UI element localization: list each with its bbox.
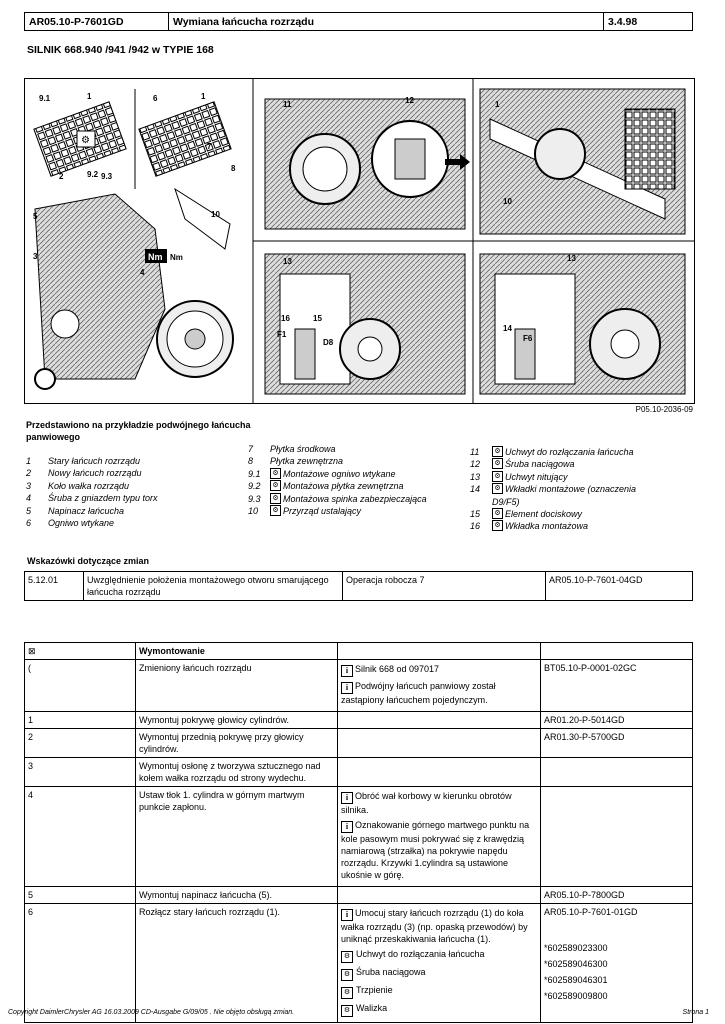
callout-label: 4 bbox=[140, 268, 145, 277]
step-number: 3 bbox=[25, 758, 136, 787]
callout-label: 10 bbox=[503, 197, 512, 206]
step-description: Rozłącz stary łańcuch rozrządu (1). bbox=[136, 904, 338, 1023]
table-row bbox=[25, 660, 693, 712]
step-number: 2 bbox=[25, 729, 136, 758]
step-number: ( bbox=[25, 660, 136, 712]
legend-item: D9/F5) bbox=[492, 496, 520, 507]
table-row bbox=[25, 904, 693, 1023]
step-description: Wymontuj pokrywę głowicy cylindrów. bbox=[136, 712, 338, 729]
legend-item: 14 ⚙ Wkładki montażowe (oznaczenia bbox=[470, 484, 637, 495]
table-row bbox=[25, 712, 693, 729]
table-row bbox=[25, 758, 693, 787]
table-row bbox=[25, 729, 693, 758]
tool-icon: ⚙ bbox=[492, 458, 503, 469]
legend-column-1 bbox=[26, 455, 158, 529]
info-icon: i bbox=[341, 665, 353, 677]
tool-icon: ⚙ bbox=[270, 493, 281, 504]
change-date: 5.12.01 bbox=[25, 572, 84, 601]
info-icon: i bbox=[341, 909, 353, 921]
header-table bbox=[24, 12, 693, 31]
legend-item: 8 Płytka zewnętrzna bbox=[248, 456, 344, 467]
section-title: Wymontowanie bbox=[136, 643, 338, 660]
legend-item: 4 Śruba z gniazdem typu torx bbox=[26, 493, 158, 504]
callout-label: 10 bbox=[211, 210, 220, 219]
step-description: Wymontuj przednią pokrywę przy głowicy cylindrów. bbox=[136, 729, 338, 758]
callout-label: 2 bbox=[59, 172, 64, 181]
changes-table bbox=[24, 571, 693, 601]
info-icon: i bbox=[341, 821, 353, 833]
callout-label: 9.1 bbox=[39, 94, 51, 103]
step-number: 6 bbox=[25, 904, 136, 1023]
legend-item: 16 ⚙ Wkładka montażowa bbox=[470, 521, 589, 532]
engine-front-view bbox=[35, 189, 233, 389]
tool-icon: ⚙ bbox=[341, 951, 353, 963]
legend-item: 9.2 ⚙ Montażowa płytka zewnętrzna bbox=[248, 481, 404, 492]
changes-title: Wskazówki dotyczące zmian bbox=[27, 556, 150, 566]
legend-item: 13 ⚙ Uchwyt nitujący bbox=[470, 471, 568, 482]
callout-label: 14 bbox=[503, 324, 512, 333]
callout-label: 12 bbox=[405, 96, 414, 105]
step-description: Wymontuj osłonę z tworzywa sztucznego nad kołem wałka rozrządu od strony wydechu. bbox=[136, 758, 338, 787]
legend-item: 7 Płytka środkowa bbox=[248, 444, 336, 454]
callout-label: D8 bbox=[323, 338, 334, 347]
table-header-row bbox=[25, 643, 693, 660]
tool-icon: ⚙ bbox=[270, 480, 281, 491]
chain-separation-view bbox=[265, 99, 470, 229]
tool-icon: ⚙ bbox=[492, 508, 503, 519]
removal-icon: ⊠ bbox=[25, 643, 136, 660]
chain-link-detail-left bbox=[34, 89, 231, 189]
step-reference[interactable]: AR05.10-P-7800GD bbox=[541, 887, 693, 904]
chain-fixture-view bbox=[480, 89, 685, 234]
callout-label: 9.2 bbox=[87, 170, 99, 179]
step-reference[interactable]: AR01.20-P-5014GD bbox=[541, 712, 693, 729]
callout-label: 13 bbox=[567, 254, 576, 263]
table-row bbox=[25, 787, 693, 887]
svg-text:⚙: ⚙ bbox=[81, 135, 90, 146]
tool-icon: ⚙ bbox=[492, 520, 503, 531]
legend-item: 6 Ogniwo wtykane bbox=[26, 518, 115, 529]
step-notes: i Umocuj stary łańcuch rozrządu (1) do koła wałka rozrządu (3) (np. opaską przewodów) by uniknąć przeskakiwania łańcucha (1). ⚙ Uchwyt do rozłączania łańcucha ⚙ Śruba naciągowa ⚙ Trzpienie ⚙ Walizka bbox=[338, 904, 541, 1023]
legend-column-2 bbox=[248, 443, 427, 517]
callout-label: F1 bbox=[277, 330, 287, 339]
doc-id: AR05.10-P-7601GD bbox=[25, 13, 169, 31]
callout-label: 5 bbox=[33, 212, 38, 221]
callout-label: 16 bbox=[281, 314, 290, 323]
legend-item: 9.1 ⚙ Montażowe ogniwo wtykane bbox=[248, 468, 396, 479]
tool-icon: ⚙ bbox=[492, 471, 503, 482]
step-reference[interactable]: AR01.30-P-5700GD bbox=[541, 729, 693, 758]
step-notes: i Obróć wał korbowy w kierunku obrotów silnika. i Oznakowanie górnego martwego punktu na kole pasowym musi pokrywać się z krawędzią namiarową (strzałka) na pokrywie napędu rozrządu. Krzywki 1.cylindra są ustawione ukośnie w górę. bbox=[338, 787, 541, 887]
table-row bbox=[25, 572, 693, 601]
step-reference[interactable]: BT05.10-P-0001-02GC bbox=[541, 660, 693, 712]
step-reference[interactable]: AR05.10-P-7601-01GD *602589023300 *602589046300 *602589046301 *602589009800 bbox=[541, 904, 693, 1023]
callout-label: 15 bbox=[313, 314, 322, 323]
change-description: Uwzględnienie położenia montażowego otworu smarującego łańcucha rozrządu bbox=[84, 572, 343, 601]
intro-text: Przedstawiono na przykładzie podwójnego łańcucha panwiowego bbox=[26, 420, 251, 442]
doc-title: Wymiana łańcucha rozrządu bbox=[169, 13, 604, 31]
technical-illustration bbox=[25, 79, 694, 403]
tool-icon: ⚙ bbox=[341, 1005, 353, 1017]
step-notes: i Silnik 668 od 097017 i Podwójny łańcuch panwiowy został zastąpiony łańcuchem pojedynczym. bbox=[338, 660, 541, 712]
callout-label: 6 bbox=[153, 94, 158, 103]
step-description: Wymontuj napinacz łańcucha (5). bbox=[136, 887, 338, 904]
change-reference[interactable]: AR05.10-P-7601-04GD bbox=[546, 572, 693, 601]
engine-title: SILNIK 668.940 /941 /942 w TYPIE 168 bbox=[27, 44, 214, 56]
steps-table bbox=[24, 642, 693, 1023]
legend-item: 2 Nowy łańcuch rozrządu bbox=[26, 468, 142, 479]
step-description: Zmieniony łańcuch rozrządu bbox=[136, 660, 338, 712]
legend-item: 15 ⚙ Element dociskowy bbox=[470, 509, 583, 520]
tool-icon: ⚙ bbox=[492, 483, 503, 494]
callout-label: 7 bbox=[207, 142, 212, 151]
copyright-footer: Copyright DaimlerChrysler AG 16.03.2009 CD-Ausgabe G/09/05 . Nie objęto obsługą zmian. bbox=[8, 1009, 295, 1016]
legend-item: 5 Napinacz łańcucha bbox=[26, 505, 125, 516]
callout-label: 9.3 bbox=[101, 172, 113, 181]
tool-icon: ⚙ bbox=[341, 969, 353, 981]
callout-label: 3 bbox=[33, 252, 38, 261]
info-icon: i bbox=[341, 682, 353, 694]
step-number: 4 bbox=[25, 787, 136, 887]
callout-label: Nm bbox=[170, 253, 183, 262]
tool-icon: ⚙ bbox=[270, 505, 281, 516]
info-icon: i bbox=[341, 792, 353, 804]
callout-label: 1 bbox=[87, 92, 92, 101]
table-row bbox=[25, 887, 693, 904]
doc-date: 3.4.98 bbox=[604, 13, 693, 31]
legend-item: 3 Koło wałka rozrządu bbox=[26, 480, 130, 491]
legend-item: 11 ⚙ Uchwyt do rozłączania łańcucha bbox=[470, 447, 634, 457]
legend-column-3 bbox=[470, 446, 636, 533]
step-number: 1 bbox=[25, 712, 136, 729]
illustration-panel bbox=[24, 78, 695, 404]
figure-reference: P05.10-2036-09 bbox=[635, 405, 693, 414]
legend-item: 1 Stary łańcuch rozrządu bbox=[26, 456, 141, 466]
step-number: 5 bbox=[25, 887, 136, 904]
callout-label: 11 bbox=[283, 100, 292, 109]
tool-icon: ⚙ bbox=[270, 468, 281, 479]
legend-item: 9.3 ⚙ Montażowa spinka zabezpieczająca bbox=[248, 493, 427, 504]
callout-label: 13 bbox=[283, 257, 292, 266]
tool-icon: ⚙ bbox=[341, 987, 353, 999]
legend-item: 12 ⚙ Śruba naciągowa bbox=[470, 459, 575, 470]
callout-label: 1 bbox=[495, 100, 500, 109]
callout-label: 1 bbox=[201, 92, 206, 101]
tool-icon: ⚙ bbox=[492, 446, 503, 457]
page-number: Strona 1 bbox=[682, 1009, 709, 1016]
step-description: Ustaw tłok 1. cylindra w górnym martwym punkcie zapłonu. bbox=[136, 787, 338, 887]
riveting-tool-view bbox=[265, 254, 465, 394]
change-operation: Operacja robocza 7 bbox=[343, 572, 546, 601]
legend-item: 10 ⚙ Przyrząd ustalający bbox=[248, 506, 362, 517]
svg-text:Nm: Nm bbox=[148, 252, 163, 262]
callout-label: F6 bbox=[523, 334, 533, 343]
callout-label: 8 bbox=[231, 164, 236, 173]
